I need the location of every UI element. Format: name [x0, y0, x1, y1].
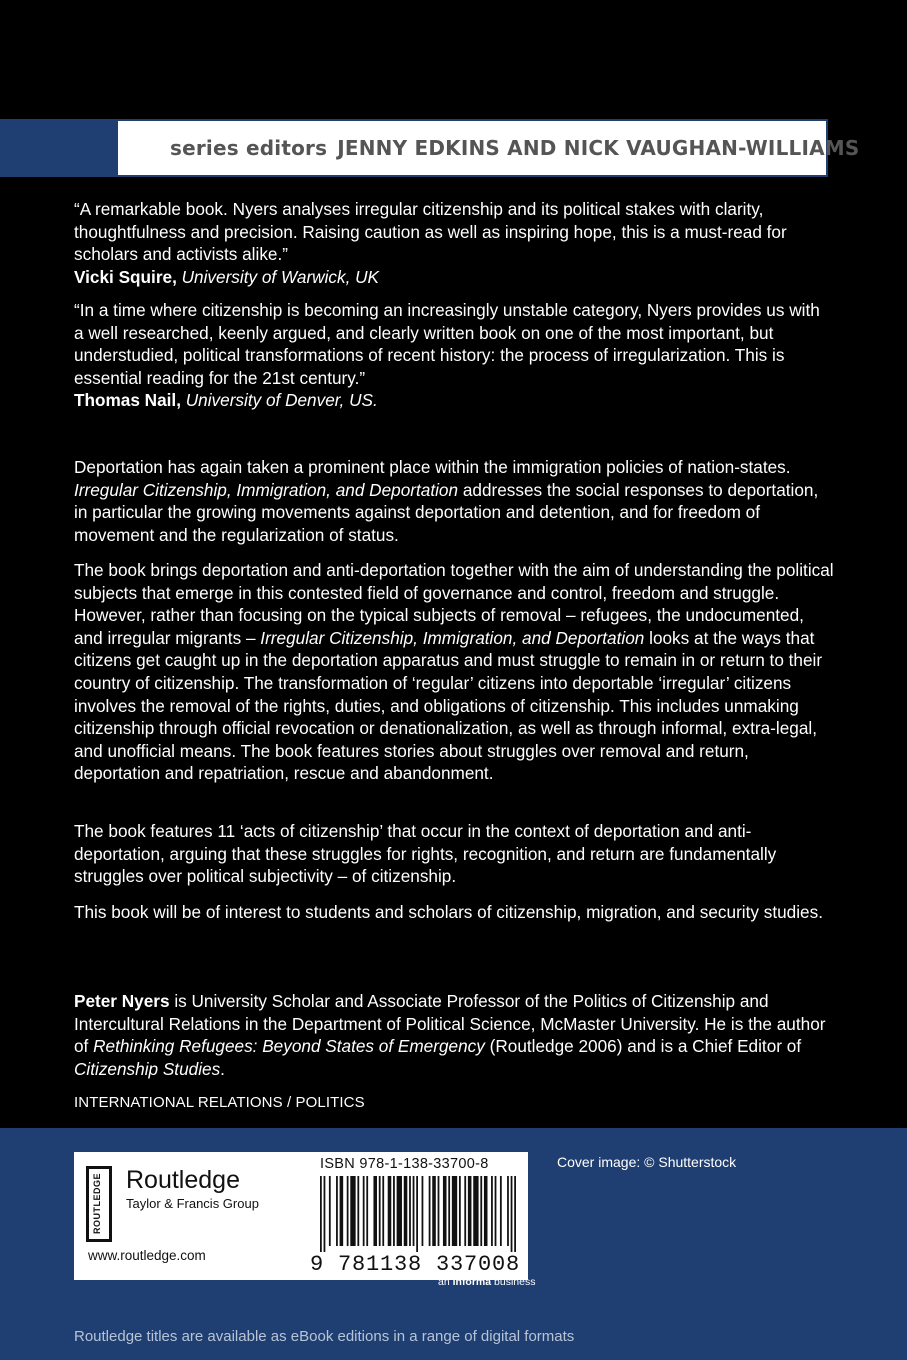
subject-category: INTERNATIONAL RELATIONS / POLITICS	[74, 1094, 365, 1111]
publisher-name: Routledge	[126, 1166, 240, 1194]
publisher-group: Taylor & Francis Group	[126, 1196, 259, 1211]
attribution-name: Thomas Nail,	[74, 390, 181, 411]
quote-attribution	[74, 266, 834, 289]
book-title: Irregular Citizenship, Immigration, and Deportation	[74, 479, 459, 500]
attribution-affiliation: University of Warwick, UK	[181, 266, 380, 287]
praise-quote-2	[74, 299, 834, 412]
text-run: addresses the social responses to deportation, in particular the growing movements against deportation and detention, and for freedom of movement and the regularization of status.	[74, 479, 819, 545]
barcode-icon	[320, 1176, 516, 1252]
text-run: .	[220, 1058, 225, 1079]
text-run: looks at the ways that citizens get caught up in the deportation apparatus and must struggle to remain in or return to their country of citizenship. The transformation of ‘regular’ citizens into deportable ‘irregular’ citizens involves the removal of the rights, duties, and obligations of citizenship. This includes unmaking citizenship through official revocation or denationalization, as well as through informal, extra-legal, and unofficial means. The book features stories about struggles over removal and return, deportation and repatriation, rescue and abandonment.	[74, 627, 823, 784]
ebook-note: Routledge titles are available as eBook editions in a range of digital formats	[74, 1328, 575, 1345]
text-run: is University Scholar and Associate Professor of the Politics of Citizenship and Intercultural Relations in the Department of Political Science, McMaster University. He is the author of	[74, 991, 826, 1057]
quote-text: “A remarkable book. Nyers analyses irregular citizenship and its political stakes with clarity, thoughtfulness and precision. Raising caution as well as inspiring hope, this is a must-read for scholars and activists alike.”	[74, 199, 787, 265]
logo-vertical-text: ROUTLEDGE	[92, 1173, 102, 1235]
barcode-card	[306, 1152, 528, 1280]
author-bio	[74, 990, 834, 1080]
text-run: The book features 11 ‘acts of citizenship’ that occur in the context of deportation and anti-deportation, arguing that these struggles for rights, recognition, and return are fundamentally struggles over political subjectivity – of citizenship.	[74, 821, 777, 887]
author-name: Peter Nyers	[74, 991, 170, 1011]
text-run: an	[438, 1276, 453, 1288]
journal-title: Citizenship Studies	[74, 1058, 221, 1079]
publisher-band	[0, 1128, 907, 1360]
barcode-digits: 9 781138 337008	[310, 1252, 521, 1277]
informa-tagline	[438, 1276, 535, 1288]
series-banner	[0, 119, 907, 177]
informa-brand: informa	[452, 1276, 492, 1288]
author-book-title: Rethinking Refugees: Beyond States of Emergency	[93, 1036, 485, 1057]
text-run: business	[491, 1276, 536, 1288]
description-paragraph-4	[74, 901, 834, 924]
series-box	[118, 119, 860, 177]
quote-attribution	[74, 389, 834, 412]
series-editors: JENNY EDKINS AND NICK VAUGHAN-WILLIAMS	[337, 136, 860, 160]
cover-image-credit: Cover image: © Shutterstock	[557, 1154, 737, 1170]
routledge-logo-card	[74, 1152, 306, 1280]
text-run: Deportation has again taken a prominent place within the immigration policies of nation-states.	[74, 457, 791, 477]
text-run: The book brings deportation and anti-deportation together with the aim of understanding the political subjects that emerge in this contested field of governance and control, freedom and struggle. However, rather than focusing on the typical subjects of removal – refugees, the undocumented, and irregular migrants –	[74, 560, 834, 648]
series-label: series editors	[170, 136, 328, 160]
attribution-name: Vicki Squire,	[74, 266, 177, 287]
publisher-url: www.routledge.com	[88, 1248, 206, 1263]
series-accent-bar	[0, 119, 118, 177]
series-editors-line	[170, 136, 859, 160]
text-run: (Routledge 2006) and is a Chief Editor of	[484, 1036, 802, 1057]
book-title: Irregular Citizenship, Immigration, and Deportation	[260, 627, 645, 648]
routledge-logo-icon	[86, 1166, 112, 1242]
description-paragraph-3	[74, 820, 834, 888]
praise-quote-1	[74, 198, 834, 288]
description-paragraph-2	[74, 559, 834, 785]
quote-text: “In a time where citizenship is becoming an increasingly unstable category, Nyers provides us with a well researched, keenly argued, and clearly written book on one of the most important, but understudied, political transformations of recent history: the process of irregularization. This is essential reading for the 21st century.”	[74, 300, 820, 388]
description-paragraph-1	[74, 456, 834, 546]
text-run: This book will be of interest to students and scholars of citizenship, migration, and security studies.	[74, 902, 823, 922]
attribution-affiliation: University of Denver, US.	[185, 390, 378, 411]
isbn-number: ISBN 978-1-138-33700-8	[320, 1156, 489, 1172]
